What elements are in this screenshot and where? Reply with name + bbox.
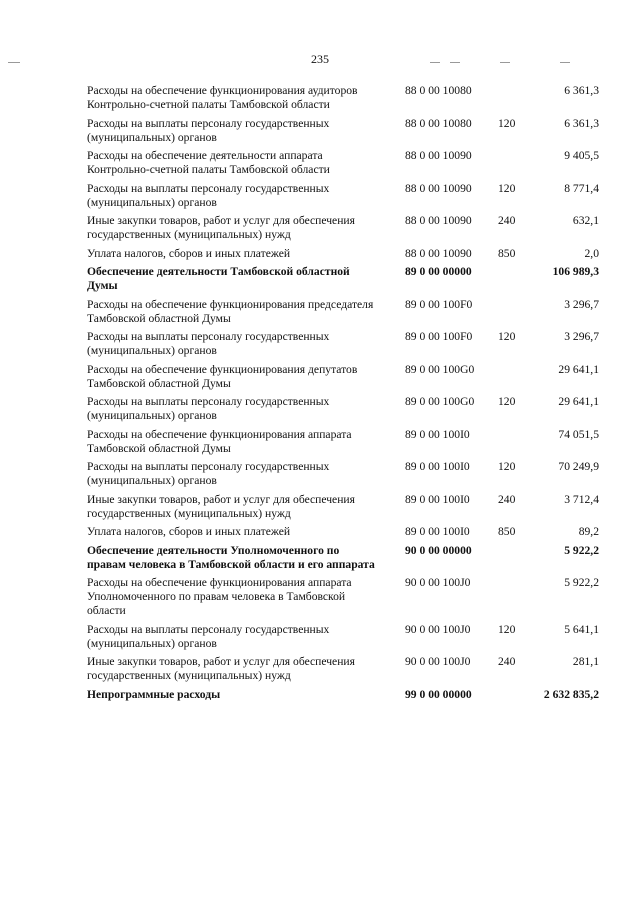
expense-type-code: 240: [498, 492, 516, 506]
target-article-code: 89 0 00 100F0: [405, 297, 473, 311]
expense-name: Расходы на обеспечение функционирования депутатов Тамбовской областной Думы: [87, 362, 358, 390]
amount: 8 771,4: [564, 181, 599, 195]
expense-name: Расходы на обеспечение функционирования председателя Тамбовской областной Думы: [87, 297, 374, 325]
amount: 106 989,3: [552, 265, 599, 278]
expense-name: Расходы на обеспечение функционирования аудиторов Контрольно-счетной палаты Тамбовской области: [87, 84, 358, 111]
expense-name: Уплата налогов, сборов и иных платежей: [87, 525, 291, 538]
table-row: [87, 330, 599, 358]
amount: 6 361,3: [564, 116, 599, 130]
table-row: [87, 525, 599, 539]
amount: 5 922,2: [564, 543, 599, 557]
expense-type-code: 120: [498, 395, 516, 408]
scan-mark-right-4: [560, 62, 570, 63]
expense-name: Иные закупки товаров, работ и услуг для обеспечения государственных (муниципальных) нужд: [87, 492, 355, 520]
amount: 632,1: [572, 214, 599, 227]
expense-name: Расходы на обеспечение функционирования аппарата Тамбовской областной Думы: [87, 427, 352, 455]
scan-mark-right-3: [500, 62, 510, 63]
table-row: [87, 84, 599, 112]
target-article-code: 90 0 00 00000: [405, 543, 472, 557]
table-row: [87, 149, 599, 177]
target-article-code: 90 0 00 100J0: [405, 622, 471, 636]
target-article-code: 99 0 00 00000: [405, 687, 472, 701]
scan-mark-left: [8, 62, 20, 63]
expense-type-code: 850: [498, 525, 516, 538]
expense-name: Иные закупки товаров, работ и услуг для обеспечения государственных (муниципальных) нужд: [87, 655, 355, 682]
amount: 29 641,1: [558, 395, 599, 408]
table-row: [87, 493, 599, 521]
target-article-code: 88 0 00 10090: [405, 181, 472, 195]
expense-type-code: 120: [498, 330, 516, 343]
amount: 3 712,4: [564, 492, 599, 506]
expense-name: Непрограммные расходы: [87, 687, 221, 701]
target-article-code: 89 0 00 100I0: [405, 460, 470, 473]
expense-name: Расходы на выплаты персоналу государственных (муниципальных) органов: [87, 181, 330, 209]
expense-name: Расходы на выплаты персоналу государственных (муниципальных) органов: [87, 330, 330, 357]
amount: 5 641,1: [564, 622, 599, 636]
budget-table: [87, 84, 599, 706]
expense-name: Уплата налогов, сборов и иных платежей: [87, 246, 291, 260]
expense-type-code: 120: [498, 460, 516, 473]
table-row: [87, 247, 599, 261]
expense-type-code: 240: [498, 655, 516, 668]
expense-name: Расходы на выплаты персоналу государственных (муниципальных) органов: [87, 395, 330, 422]
expense-type-code: 120: [498, 622, 516, 636]
table-row: [87, 544, 599, 572]
target-article-code: 88 0 00 10090: [405, 246, 472, 260]
expense-type-code: 850: [498, 246, 516, 260]
table-row: [87, 688, 599, 702]
target-article-code: 90 0 00 100J0: [405, 655, 471, 668]
target-article-code: 89 0 00 100G0: [405, 395, 475, 408]
target-article-code: 88 0 00 10090: [405, 214, 472, 227]
expense-name: Расходы на выплаты персоналу государственных (муниципальных) органов: [87, 116, 330, 144]
amount: 74 051,5: [558, 427, 599, 441]
expense-name: Расходы на выплаты персоналу государственных (муниципальных) органов: [87, 460, 330, 487]
target-article-code: 90 0 00 100J0: [405, 576, 471, 589]
target-article-code: 89 0 00 100I0: [405, 427, 470, 441]
amount: 281,1: [572, 655, 599, 668]
table-row: [87, 623, 599, 651]
page-number: 235: [311, 52, 329, 66]
amount: 70 249,9: [558, 460, 599, 473]
table-row: [87, 428, 599, 456]
table-row: [87, 655, 599, 683]
expense-type-code: 120: [498, 116, 516, 130]
target-article-code: 89 0 00 100I0: [405, 525, 470, 538]
table-row: [87, 214, 599, 242]
target-article-code: 88 0 00 10080: [405, 116, 472, 130]
expense-type-code: 240: [498, 214, 516, 227]
amount: 2 632 835,2: [543, 687, 599, 701]
table-row: [87, 117, 599, 145]
table-row: [87, 576, 599, 618]
expense-name: Обеспечение деятельности Уполномоченного по правам человека в Тамбовской области и его аппарата: [87, 543, 375, 571]
amount: 9 405,5: [564, 149, 599, 162]
amount: 2,0: [584, 246, 599, 260]
table-row: [87, 460, 599, 488]
scan-mark-right-2: [450, 62, 460, 63]
table-row: [87, 182, 599, 210]
amount: 3 296,7: [564, 330, 599, 343]
target-article-code: 89 0 00 100I0: [405, 492, 470, 506]
expense-name: Расходы на выплаты персоналу государственных (муниципальных) органов: [87, 622, 330, 650]
target-article-code: 89 0 00 100G0: [405, 362, 475, 376]
target-article-code: 89 0 00 100F0: [405, 330, 473, 343]
expense-name: Расходы на обеспечение деятельности аппарата Контрольно-счетной палаты Тамбовской области: [87, 149, 330, 176]
table-row: [87, 265, 599, 293]
table-row: [87, 395, 599, 423]
scan-mark-right-1: [430, 62, 440, 63]
amount: 6 361,3: [564, 84, 599, 97]
amount: 5 922,2: [564, 576, 599, 589]
expense-name: Расходы на обеспечение функционирования аппарата Уполномоченного по правам человека в Тамбовской области: [87, 576, 352, 617]
amount: 29 641,1: [558, 362, 599, 376]
table-row: [87, 363, 599, 391]
expense-name: Иные закупки товаров, работ и услуг для обеспечения государственных (муниципальных) нужд: [87, 214, 355, 241]
table-row: [87, 298, 599, 326]
expense-name: Обеспечение деятельности Тамбовской областной Думы: [87, 265, 350, 292]
amount: 89,2: [578, 525, 599, 538]
expense-type-code: 120: [498, 181, 516, 195]
target-article-code: 88 0 00 10080: [405, 84, 472, 97]
target-article-code: 89 0 00 00000: [405, 265, 472, 278]
target-article-code: 88 0 00 10090: [405, 149, 472, 162]
amount: 3 296,7: [564, 297, 599, 311]
